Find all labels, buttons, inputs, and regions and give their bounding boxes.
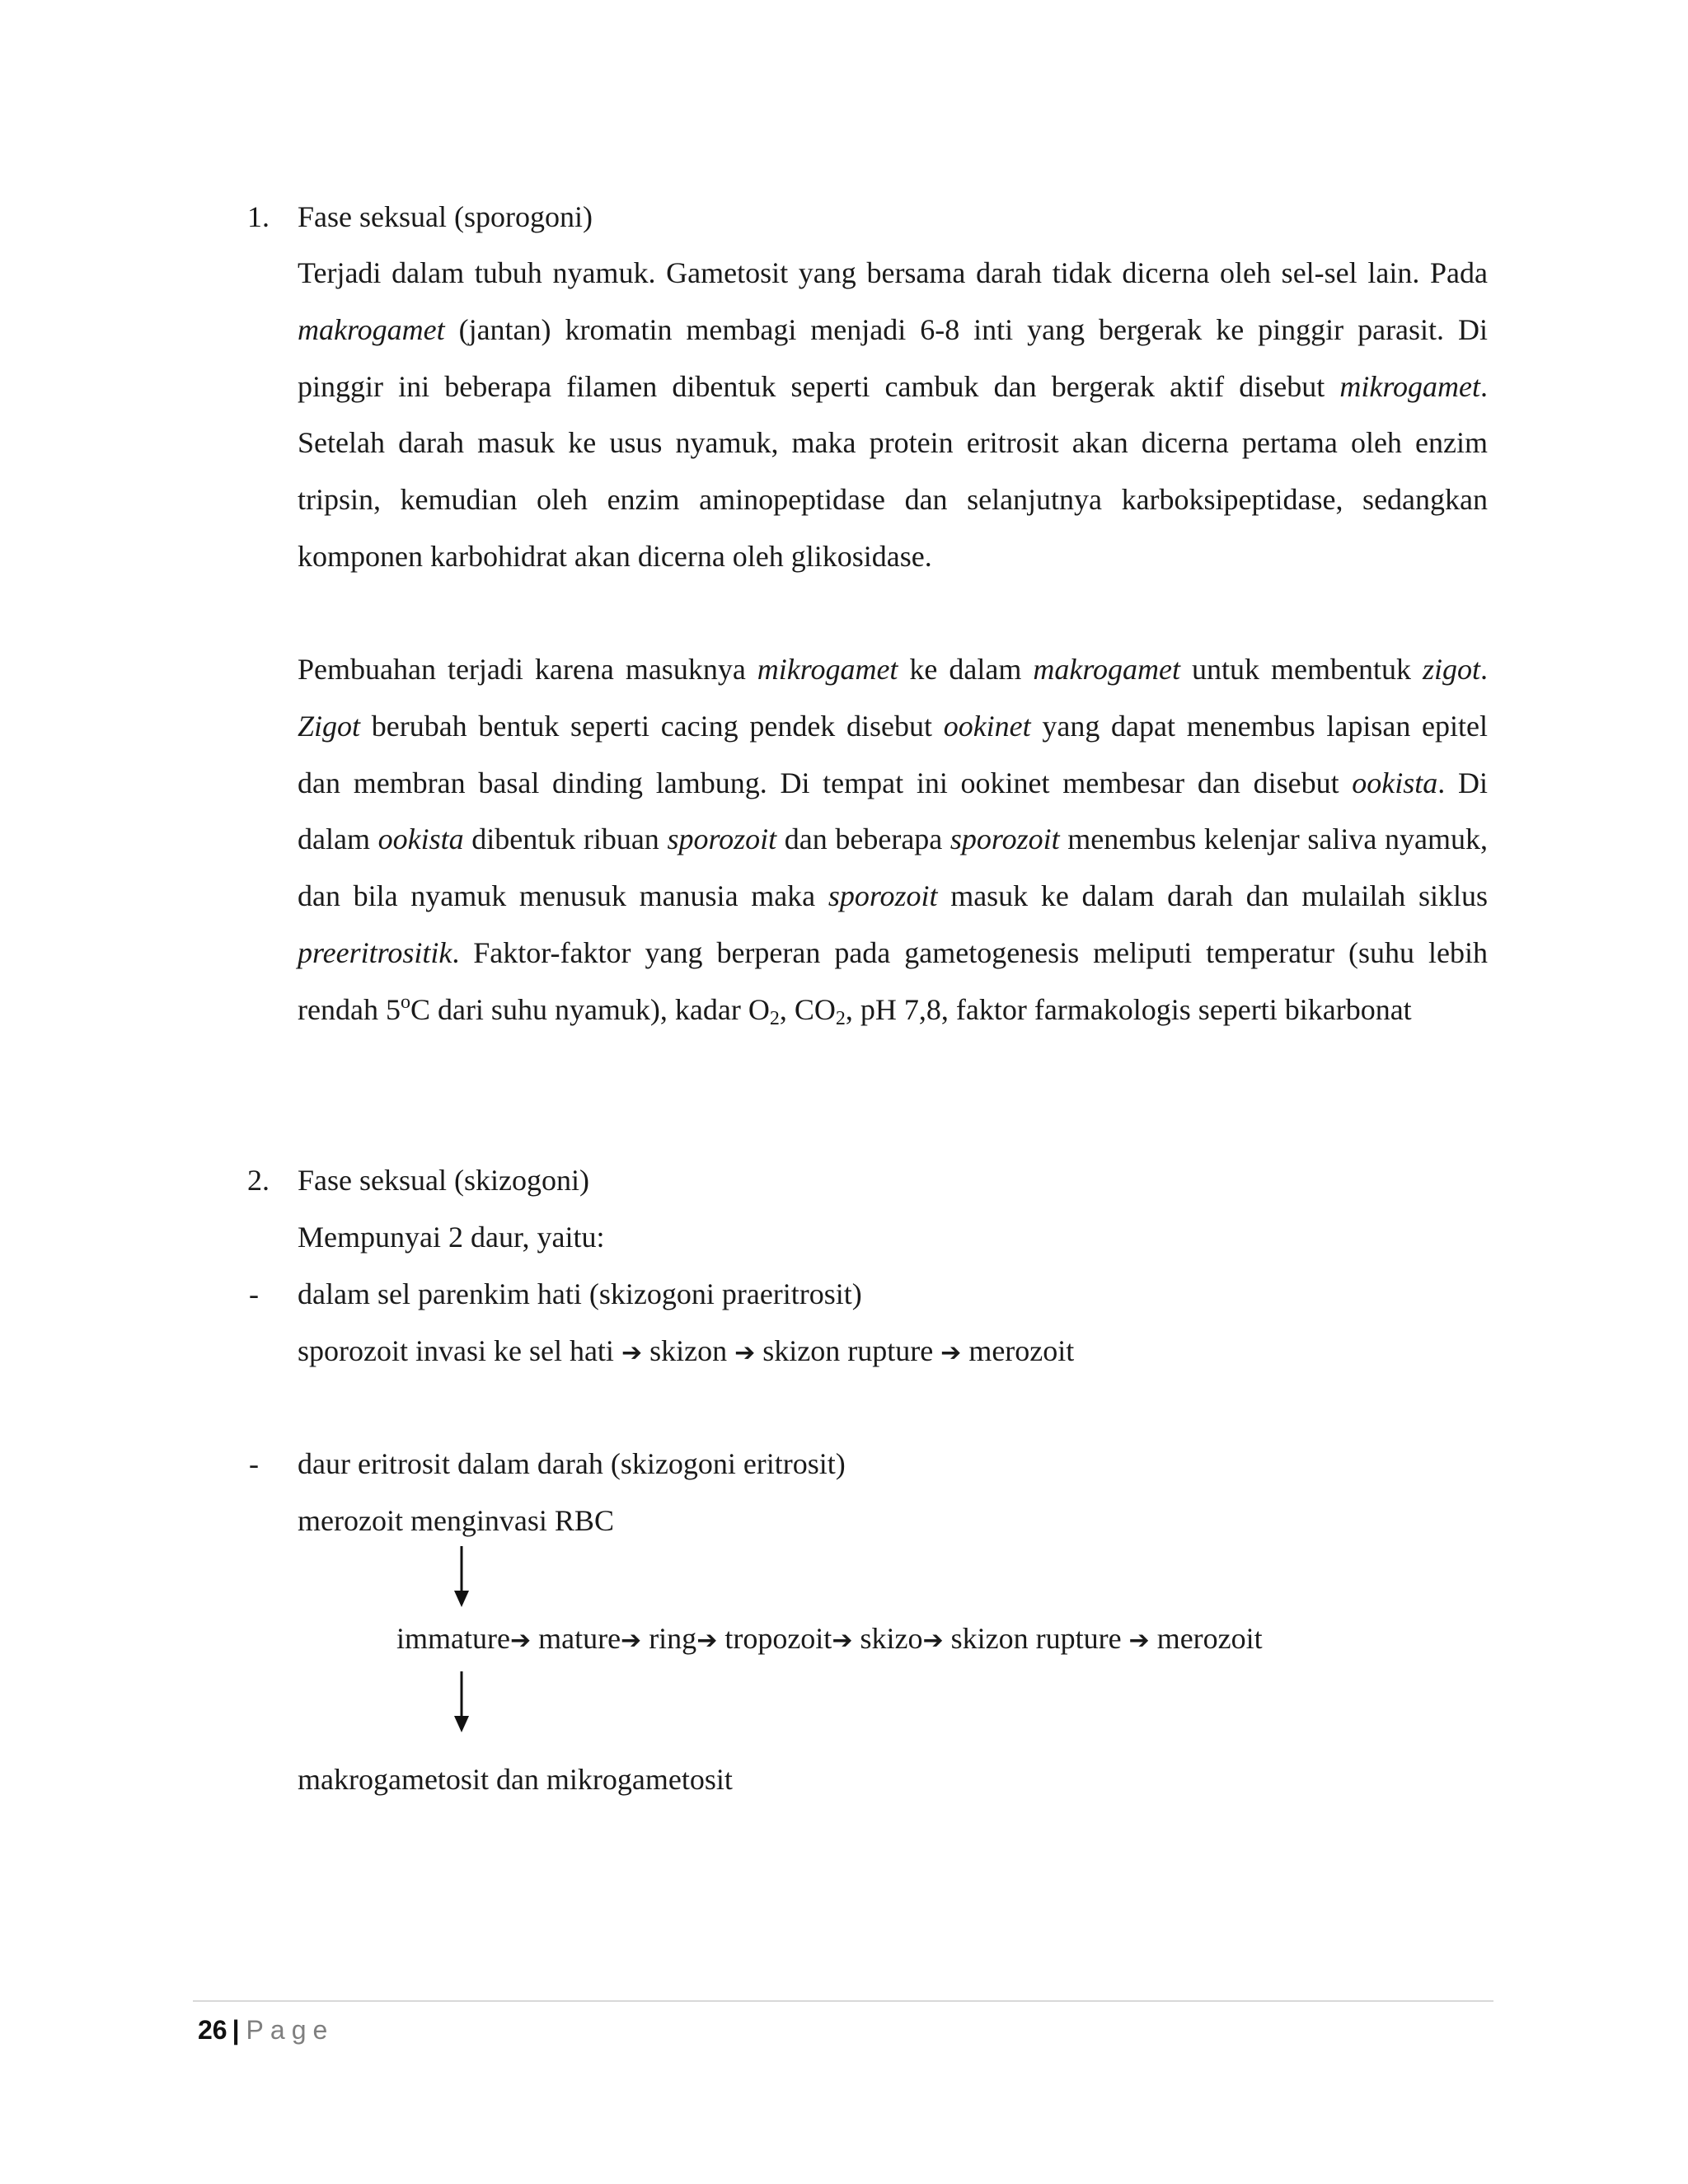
down-arrow-icon — [452, 1546, 471, 1609]
section1-paragraph1: Terjadi dalam tubuh nyamuk. Gametosit yang bersama darah tidak dicerna oleh sel-sel lain. Pada makrogamet (jantan) kromatin membagi menjadi 6-8 inti yang bergerak ke pinggir parasit. Di pinggir ini beberapa filamen dibentuk seperti cambuk dan bergerak aktif disebut mikrogamet. Setelah darah masuk ke usus nyamuk, maka protein eritrosit akan dicerna pertama oleh enzim tripsin, kemudian oleh enzim aminopeptidase dan selanjutnya karboksipeptidase, sedangkan komponen karbohidrat akan dicerna oleh glikosidase. — [298, 256, 1488, 573]
right-arrow-icon: ➔ — [621, 1626, 642, 1655]
cycle2-flow: immature➔ mature➔ ring➔ tropozoit➔ skizo➔ skizon rupture ➔ merozoit — [396, 1622, 1263, 1655]
cycle2-title: daur eritrosit dalam darah (skizogoni eritrosit) — [298, 1447, 846, 1480]
cycle1-title: dalam sel parenkim hati (skizogoni praeritrosit) — [298, 1277, 862, 1310]
page-label: Page — [246, 2015, 335, 2045]
page-footer — [198, 2009, 334, 2050]
page-number: 26 — [198, 2015, 227, 2045]
right-arrow-icon: ➔ — [1128, 1626, 1150, 1655]
footer-separator: | — [232, 2015, 240, 2045]
cycle2-end: makrogametosit dan mikrogametosit — [298, 1763, 733, 1796]
section2-intro: Mempunyai 2 daur, yaitu: — [298, 1221, 605, 1254]
section1-paragraph2: Pembuahan terjadi karena masuknya mikrogamet ke dalam makrogamet untuk membentuk zigot. Zigot berubah bentuk seperti cacing pendek disebut ookinet yang dapat menembus lapisan epitel dan membran basal dinding lambung. Di tempat ini ookinet membesar dan disebut ookista. Di dalam ookista dibentuk ribuan sporozoit dan beberapa sporozoit menembus kelenjar saliva nyamuk, dan bila nyamuk menusuk manusia maka sporozoit masuk ke dalam darah dan mulailah siklus preeritrositik. Faktor-faktor yang berperan pada gametogenesis meliputi temperatur (suhu lebih rendah 5$^o$C dari suhu nyamuk), kadar $O_2$, $CO_2$, pH 7,8, faktor farmakologis seperti bikarbonat — [298, 653, 1489, 1029]
list-dash: - — [249, 1277, 259, 1310]
right-arrow-icon: ➔ — [922, 1626, 944, 1655]
right-arrow-icon: ➔ — [696, 1626, 718, 1655]
section1-number: 1. — [247, 200, 270, 233]
right-arrow-icon: ➔ — [509, 1626, 532, 1655]
right-arrow-icon: ➔ — [621, 1338, 643, 1367]
section2-number: 2. — [247, 1164, 270, 1197]
right-arrow-icon: ➔ — [832, 1626, 853, 1655]
section1-heading: Fase seksual (sporogoni) — [298, 200, 593, 233]
section2-heading: Fase seksual (skizogoni) — [298, 1164, 589, 1197]
footer-divider — [193, 2000, 1493, 2002]
cycle2-start: merozoit menginvasi RBC — [298, 1504, 614, 1537]
right-arrow-icon: ➔ — [734, 1338, 756, 1367]
list-dash: - — [249, 1447, 259, 1480]
down-arrow-icon — [452, 1671, 471, 1734]
cycle1-flow: sporozoit invasi ke sel hati ➔ skizon ➔ skizon rupture ➔ merozoit — [298, 1334, 1075, 1367]
right-arrow-icon: ➔ — [940, 1338, 962, 1367]
